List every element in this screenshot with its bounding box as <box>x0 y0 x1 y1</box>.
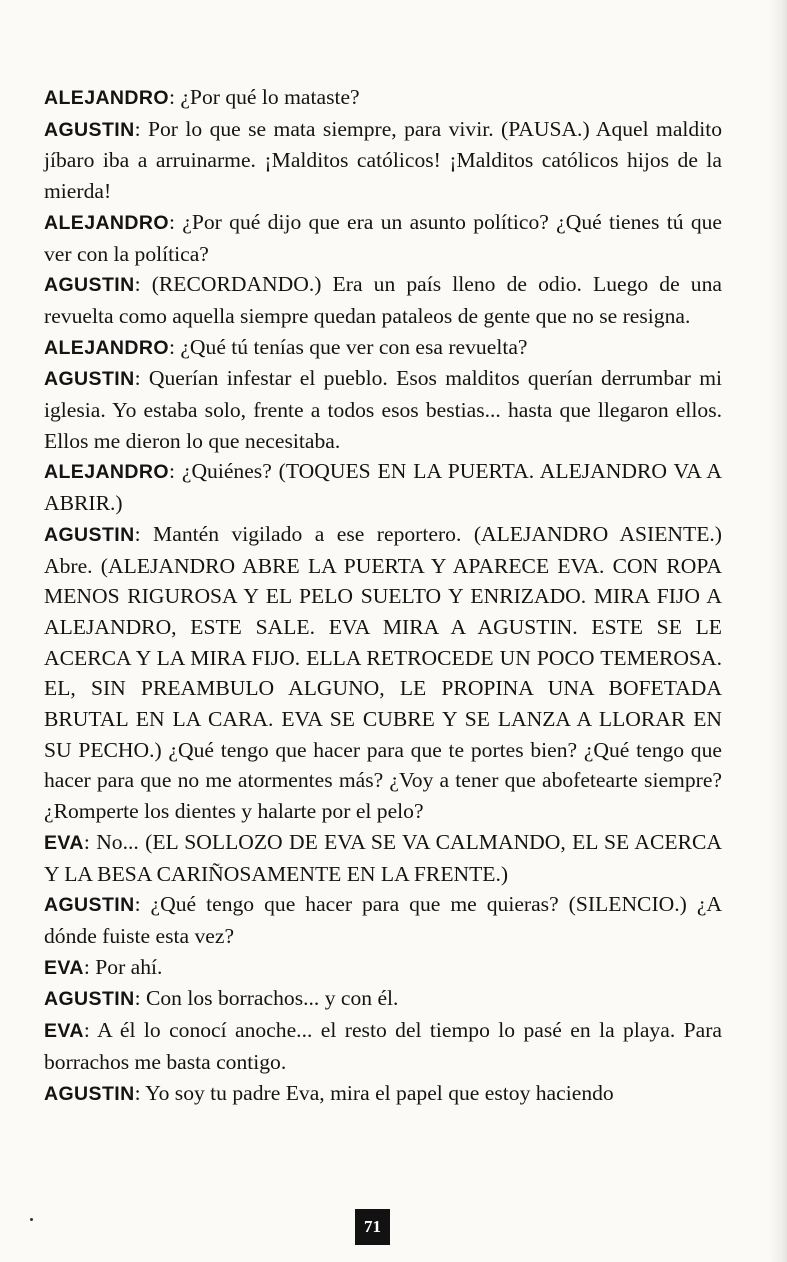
dialogue-line <box>44 456 722 518</box>
dialogue-text: : Mantén vigilado a ese reportero. (ALEJANDRO ASIENTE.) Abre. (ALEJANDRO ABRE LA PUERTA Y APARECE EVA. CON ROPA MENOS RIGUROSA Y EL PELO SUELTO Y ENRIZADO. MIRA FIJO A ALEJANDRO, ESTE SALE. EVA MIRA A AGUSTIN. ESTE SE LE ACERCA Y LA MIRA FIJO. ELLA RETROCEDE UN POCO TEMEROSA. EL, SIN PREAMBULO ALGUNO, LE PROPINA UNA BOFETADA BRUTAL EN LA CARA. EVA SE CUBRE Y SE LANZA A LLORAR EN SU PECHO.) ¿Qué tengo que hacer para que te portes bien? ¿Qué tengo que hacer para que no me atormentes más? ¿Voy a tener que abofetearte siempre? ¿Romperte los dientes y halarte por el pelo? <box>44 521 722 824</box>
speaker-name: AGUSTIN <box>44 894 135 917</box>
dialogue-line <box>44 889 722 951</box>
page-edge-shadow <box>769 0 787 1262</box>
speaker-name: AGUSTIN <box>44 1082 135 1105</box>
dialogue-line <box>44 114 722 207</box>
speaker-name: ALEJANDRO <box>44 461 169 484</box>
speaker-name: AGUSTIN <box>44 523 135 546</box>
speaker-name: AGUSTIN <box>44 368 135 391</box>
dialogue-text: : ¿Qué tengo que hacer para que me quieras? (SILENCIO.) ¿A dónde fuiste esta vez? <box>44 892 722 948</box>
dialogue-text: : ¿Quiénes? (TOQUES EN LA PUERTA. ALEJANDRO VA A ABRIR.) <box>44 459 722 516</box>
dialogue-text: : ¿Por qué lo mataste? <box>168 85 360 109</box>
speaker-name: AGUSTIN <box>44 118 135 141</box>
dialogue-text: : Por lo que se mata siempre, para vivir. (PAUSA.) Aquel maldito jíbaro iba a arruinarme. ¡Malditos católicos! ¡Malditos católicos hijos de la mierda! <box>44 116 722 204</box>
dialogue-line <box>44 363 722 456</box>
dialogue-line <box>44 82 722 114</box>
speaker-name: ALEJANDRO <box>44 211 169 234</box>
dialogue-line <box>44 983 722 1015</box>
speaker-name: EVA <box>44 831 84 854</box>
speaker-name: ALEJANDRO <box>44 87 169 109</box>
page-number: 71 <box>355 1209 390 1245</box>
dialogue-text: : ¿Por qué dijo que era un asunto político? ¿Qué tienes tú que ver con la política? <box>44 209 722 266</box>
speaker-name: ALEJANDRO <box>44 336 169 359</box>
dialogue-line <box>44 207 722 269</box>
dialogue-text: : Por ahí. <box>83 954 163 979</box>
dialogue-line <box>44 952 722 984</box>
dialogue-line <box>44 519 722 827</box>
dialogue-text: : Con los borrachos... y con él. <box>134 986 399 1011</box>
script-text <box>44 82 722 1109</box>
dialogue-line <box>44 269 722 331</box>
dialogue-text: : A él lo conocí anoche... el resto del tiempo lo pasé en la playa. Para borrachos me basta contigo. <box>44 1018 722 1074</box>
dialogue-text: : No... (EL SOLLOZO DE EVA SE VA CALMANDO, EL SE ACERCA Y LA BESA CARIÑOSAMENTE EN LA FRENTE.) <box>44 829 722 886</box>
speaker-name: EVA <box>44 956 84 979</box>
speaker-name: EVA <box>44 1020 84 1043</box>
dialogue-line <box>44 1078 722 1110</box>
speaker-name: AGUSTIN <box>44 274 135 297</box>
dialogue-text: : Querían infestar el pueblo. Esos malditos querían derrumbar mi iglesia. Yo estaba solo, frente a todos esos bestias... hasta que llegaron ellos. Ellos me dieron lo que necesitaba. <box>44 366 722 453</box>
dialogue-text: : Yo soy tu padre Eva, mira el papel que estoy haciendo <box>134 1080 614 1105</box>
dialogue-text: : (RECORDANDO.) Era un país lleno de odio. Luego de una revuelta como aquella siempre quedan pataleos de gente que no se resigna. <box>44 272 722 328</box>
dialogue-line <box>44 1015 722 1077</box>
speaker-name: AGUSTIN <box>44 988 135 1011</box>
dialogue-text: : ¿Qué tú tenías que ver con esa revuelta? <box>168 334 528 359</box>
print-speck <box>30 1218 33 1221</box>
dialogue-line <box>44 332 722 364</box>
dialogue-line <box>44 827 722 889</box>
